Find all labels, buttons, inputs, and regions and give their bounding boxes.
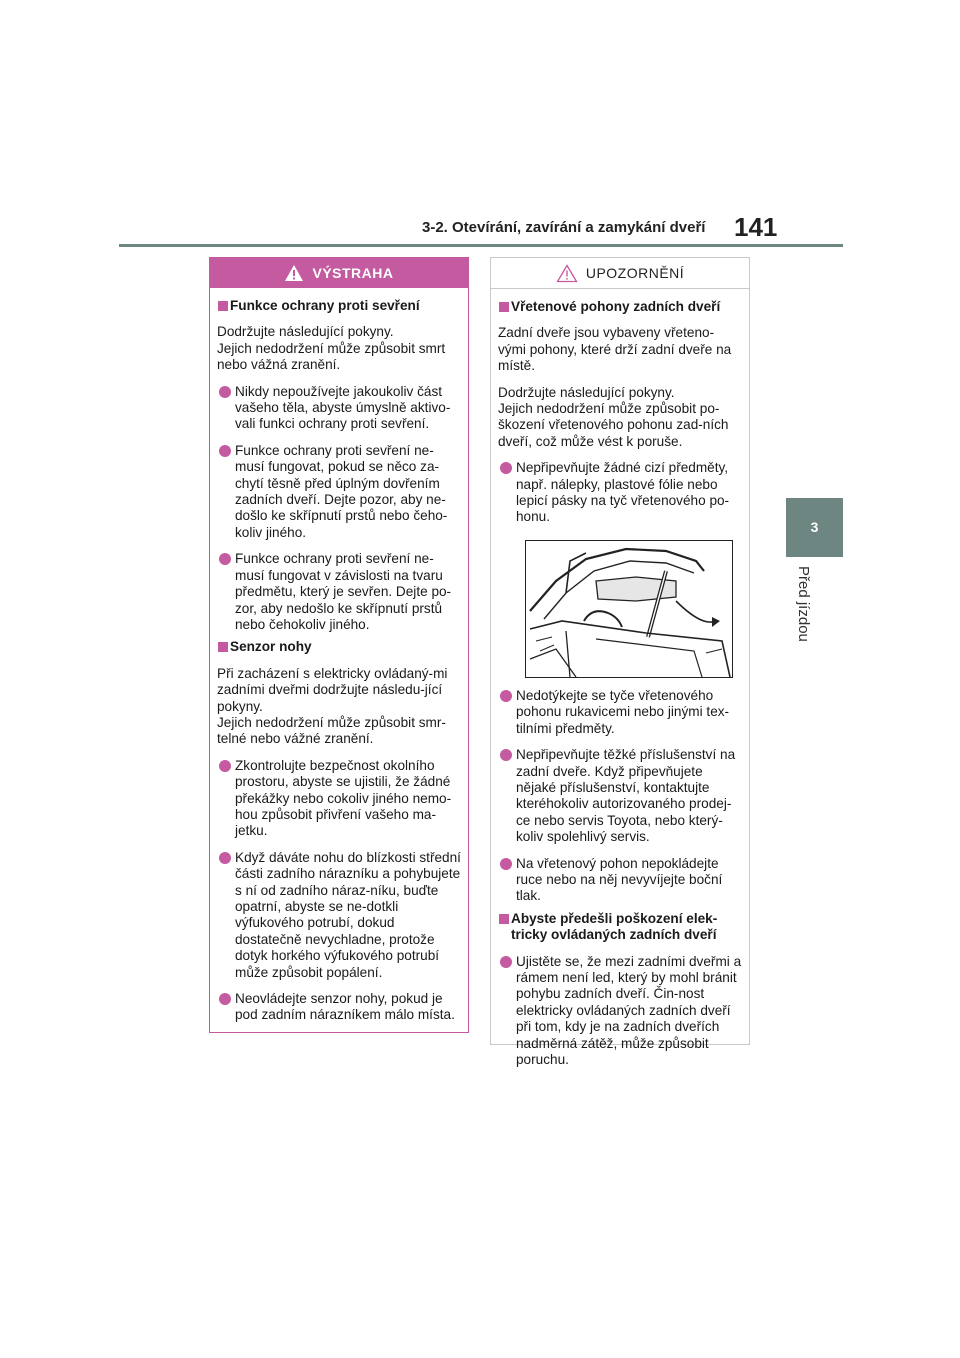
tailgate-strut-illustration [525,540,733,678]
warning-triangle-icon [284,264,304,282]
paragraph: Dodržujte následující pokyny. Jejich nedodržení může způsobit po-škození vřetenového pohonu zad-ních dveří, což může vést k poruše. [498,384,729,449]
bullet-item: Neovládejte senzor nohy, pokud je pod zadním nárazníkem málo místa. [217,991,461,1024]
bullet-item: Zkontrolujte bezpečnost okolního prostoru, abyste se ujistili, že žádné překážky nebo cokoliv jiného nemo-hou způsobit přivření vašeho ma-jetku. [217,758,461,840]
bullet-item: Funkce ochrany proti sevření ne-musí fungovat, pokud se něco za-chytí těsně před úplným dovřením zadních dveří. Dejte pozor, aby ne-došlo ke skřípnutí prstů nebo čeho-koliv jiného. [217,443,461,541]
caution-box [490,257,750,1067]
chapter-label: Před jízdou [795,566,812,642]
warning-header [210,258,468,288]
bullet-item: Nedotýkejte se tyče vřetenového pohonu rukavicemi nebo jinými tex-tilními předměty. [498,688,742,737]
section-heading: Funkce ochrany proti sevření [217,298,461,314]
paragraph: Při zacházení s elektricky ovládaný-mi zadními dveřmi dodržujte následu-jící pokyny. Jejich nedodržení může způsobit smr-telné nebo vážné zranění. [217,665,448,747]
caution-header [491,258,749,289]
section-heading: Abyste předešli poškození elek-tricky ovládaných zadních dveří [498,911,742,944]
header-rule [119,244,843,247]
bullet-item: Nepřipevňujte žádné cizí předměty, např. nálepky, plastové fólie nebo lepicí pásky na tyč vřetenového po-honu. [498,460,742,526]
warning-box [209,257,469,1033]
caution-title: UPOZORNĚNÍ [585,265,685,281]
bullet-item: Když dáváte nohu do blízkosti střední části zadního nárazníku a pohybujete s ní od zadního náraz-níku, buďte opatrní, abyste se ne-dotkli výfukového potrubí, dokud dostatečně nevychladne, protože dotyk horkého výfukového potrubí může způsobit popálení. [217,850,461,981]
bullet-item: Ujistěte se, že mezi zadními dveřmi a rámem není led, který by mohl bránit pohybu zadních dveří. Čin-nost elektricky ovládaných zadních dveří při tom, kdy je na zadních dveřích nadměrná zátěž, může způsobit poruchu. [498,954,742,1069]
paragraph: Dodržujte následující pokyny. Jejich nedodržení může způsobit smrt nebo vážná zranění. [217,324,446,373]
section-heading: Vřetenové pohony zadních dveří [498,299,742,315]
chapter-tab: 3 [786,498,843,557]
bullet-item: Nepřipevňujte těžké příslušenství na zadní dveře. Když připevňujete nějaké příslušenství, kontaktujte kteréhokoliv autorizovaného prodej-ce nebo servis Toyota, nebo který-koliv spolehlivý servis. [498,747,742,845]
bullet-item: Nikdy nepoužívejte jakoukoliv část vašeho těla, abyste úmyslně aktivo-vali funkci ochrany proti sevření. [217,384,461,433]
paragraph: Zadní dveře jsou vybaveny vřeteno-vými pohony, které drží zadní dveře na místě. [498,325,732,374]
warning-title: VÝSTRAHA [312,265,394,281]
warning-body [210,288,468,1024]
page-number: 141 [734,212,778,242]
section-heading: Senzor nohy [217,639,461,655]
header-section-title: 3-2. Otevírání, zavírání a zamykání dveří [422,219,706,236]
caution-body [491,289,749,1068]
bullet-item: Na vřetenový pohon nepokládejte ruce nebo na něj nevyvíjejte boční tlak. [498,856,742,905]
bullet-item: Funkce ochrany proti sevření ne-musí fungovat v závislosti na tvaru předmětu, který je sevřen. Dejte po-zor, aby nedošlo ke skřípnutí prstů nebo čehokoliv jiného. [217,551,461,633]
caution-triangle-icon [556,264,578,283]
